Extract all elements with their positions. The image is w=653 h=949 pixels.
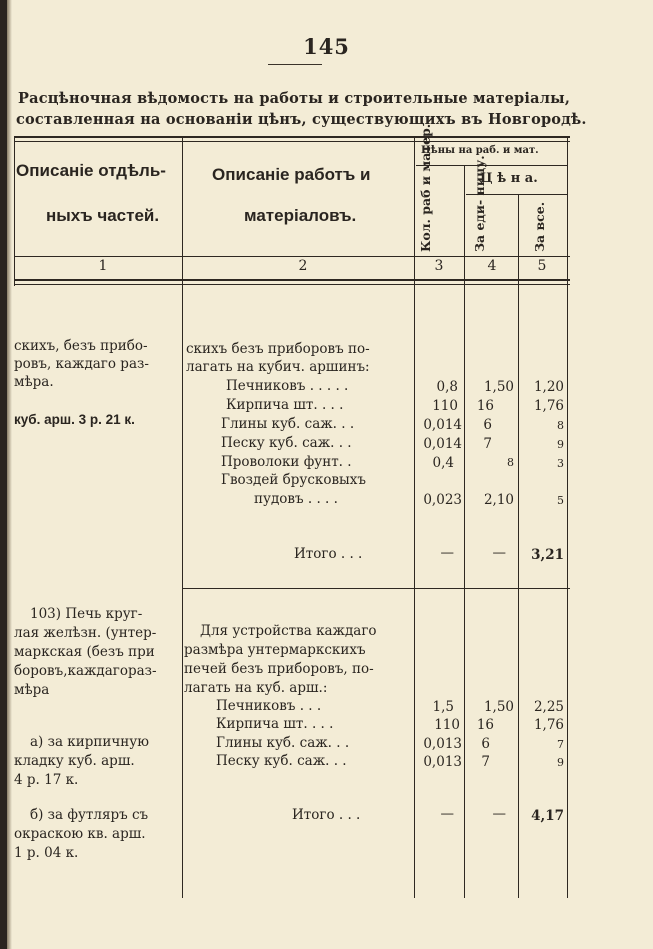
block1-total: 1,20 xyxy=(533,379,564,395)
block2-desc-line-1: Для устройства каждаго xyxy=(200,623,377,639)
block2-left-line-2: лая желѣзн. (унтер- xyxy=(14,625,157,641)
header-col2-line2: матерiаловъ. xyxy=(244,206,357,225)
block2-left-a-line-3: 4 р. 17 к. xyxy=(14,772,79,788)
block1-unit: 16 xyxy=(476,398,494,414)
block2-left-line-4: боровъ,каждагораз- xyxy=(14,663,157,679)
col1-divider xyxy=(182,138,183,898)
block1-unit: 8 xyxy=(507,456,514,469)
col2-divider xyxy=(414,138,415,898)
block2-qty: 110 xyxy=(434,717,460,733)
block1-itogo-total: 3,21 xyxy=(531,547,564,563)
col-left-border xyxy=(14,138,15,286)
header-col1-line1: Описаніе отдѣль- xyxy=(16,161,166,180)
header-col3-rotated: Кол. раб и матер. xyxy=(418,123,433,252)
block2-left-line-3: маркская (безъ при xyxy=(14,644,155,660)
block1-unit: 2,10 xyxy=(483,492,514,508)
header-price-label: Ц ѣ н а. xyxy=(480,171,538,186)
colnum-5: 5 xyxy=(537,258,547,274)
block-separator-rule xyxy=(182,588,570,589)
col4-divider xyxy=(518,194,519,898)
block2-itogo-qty: — xyxy=(440,806,454,822)
document-title-line-1: Расцѣночная вѣдомость на работы и строительные матеріалы, xyxy=(18,90,571,107)
block2-left-b-line-1: б) за футляръ съ xyxy=(30,807,149,823)
block2-left-a-line-1: а) за кирпичную xyxy=(30,734,150,750)
block1-desc-line-1: скихъ безъ приборовъ по- xyxy=(186,341,370,357)
block1-unit: 7 xyxy=(483,436,492,452)
block1-item-name: пудовъ . . . . xyxy=(254,491,338,507)
block2-left-b-line-2: окраскою кв. арш. xyxy=(14,826,146,842)
page-number: 145 xyxy=(303,34,350,59)
block1-itogo-unit: — xyxy=(492,545,506,561)
colnum-1: 1 xyxy=(98,258,108,274)
block2-item-name: Кирпича шт. . . . xyxy=(216,716,334,732)
block1-item-name: Кирпича шт. . . . xyxy=(226,397,344,413)
book-spine-gradient xyxy=(7,0,12,949)
block2-qty: 0,013 xyxy=(423,754,462,770)
block2-qty: 1,5 xyxy=(432,699,454,715)
block1-item-name: Печниковъ . . . . . xyxy=(226,378,349,394)
block2-left-line-5: мѣра xyxy=(14,682,50,698)
block2-item-name: Глины куб. саж. . . xyxy=(216,735,350,751)
colnum-bottom-rule-2 xyxy=(14,284,570,285)
block1-total: 8 xyxy=(557,419,564,432)
block1-qty: 0,023 xyxy=(423,492,462,508)
header-col2-line1: Описаніе работъ и xyxy=(212,165,371,184)
block2-total: 2,25 xyxy=(533,699,564,715)
block1-item-name: Песку куб. саж. . . xyxy=(221,435,352,451)
header-bottom-rule xyxy=(14,256,570,257)
block2-itogo-label: Итого . . . xyxy=(292,807,361,823)
block1-total: 3 xyxy=(557,457,564,470)
block1-desc-line-2: лагать на кубич. аршинъ: xyxy=(186,359,370,375)
block2-item-name: Песку куб. саж. . . xyxy=(216,753,347,769)
block2-itogo-total: 4,17 xyxy=(531,808,564,824)
block2-total: 9 xyxy=(557,756,564,769)
block1-total: 1,76 xyxy=(533,398,564,414)
header-prices-label: Цѣны на раб. и мат. xyxy=(421,145,539,156)
block2-desc-line-4: лагать на куб. арш.: xyxy=(184,680,328,696)
block2-left-a-line-2: кладку куб. арш. xyxy=(14,753,135,769)
colnum-2: 2 xyxy=(298,258,308,274)
block1-qty: 0,014 xyxy=(423,436,462,452)
book-spine-shadow xyxy=(0,0,7,949)
header-col4-rotated: За еди- ницу. xyxy=(472,155,487,252)
prices-header-rule xyxy=(416,165,568,166)
document-title-line-2: составленная на основаніи цѣнъ, существующихъ въ Новгородѣ. xyxy=(16,111,587,128)
block1-item-name: Проволоки фунт. . xyxy=(221,454,352,470)
block2-item-name: Печниковъ . . . xyxy=(216,698,322,714)
header-col1-line2: ныхъ частей. xyxy=(46,206,160,225)
block1-itogo-qty: — xyxy=(440,545,454,561)
block2-desc-line-3: печей безъ приборовъ, по- xyxy=(184,661,374,677)
block1-left-line-2: ровъ, каждаго раз- xyxy=(14,356,149,372)
block1-qty: 0,4 xyxy=(432,455,454,471)
block1-itogo-label: Итого . . . xyxy=(294,546,363,562)
colnum-bottom-rule xyxy=(14,279,570,281)
block1-left-line-3: мѣра. xyxy=(14,374,54,390)
col3-divider xyxy=(464,165,465,898)
block2-left-line-1: 103) Печь круг- xyxy=(30,606,143,622)
block2-unit: 16 xyxy=(476,717,494,733)
block2-total: 1,76 xyxy=(533,717,564,733)
header-col5-rotated: За все. xyxy=(532,201,547,252)
block1-total: 9 xyxy=(557,438,564,451)
page-number-rule xyxy=(268,64,322,65)
block1-left-total: куб. арш. 3 р. 21 к. xyxy=(14,412,135,427)
block2-itogo-unit: — xyxy=(492,806,506,822)
block2-unit: 1,50 xyxy=(483,699,514,715)
block1-qty: 0,8 xyxy=(436,379,458,395)
block2-unit: 7 xyxy=(481,754,490,770)
table-top-rule xyxy=(14,136,570,138)
block2-qty: 0,013 xyxy=(423,736,462,752)
block1-item-name: Гвоздей брусковыхъ xyxy=(221,472,367,488)
block1-unit: 6 xyxy=(483,417,492,433)
table-top-rule-2 xyxy=(14,141,570,142)
block1-unit: 1,50 xyxy=(483,379,514,395)
block2-unit: 6 xyxy=(481,736,490,752)
block1-qty: 110 xyxy=(432,398,458,414)
block2-desc-line-2: размѣра унтермаркскихъ xyxy=(184,642,366,658)
colnum-4: 4 xyxy=(487,258,497,274)
block2-left-b-line-3: 1 р. 04 к. xyxy=(14,845,79,861)
block2-total: 7 xyxy=(557,738,564,751)
block1-qty: 0,014 xyxy=(423,417,462,433)
block1-left-line-1: скихъ, безъ прибо- xyxy=(14,338,148,354)
col5-right-border xyxy=(567,138,568,898)
block1-total: 5 xyxy=(557,494,564,507)
colnum-3: 3 xyxy=(434,258,444,274)
block1-item-name: Глины куб. саж. . . xyxy=(221,416,355,432)
